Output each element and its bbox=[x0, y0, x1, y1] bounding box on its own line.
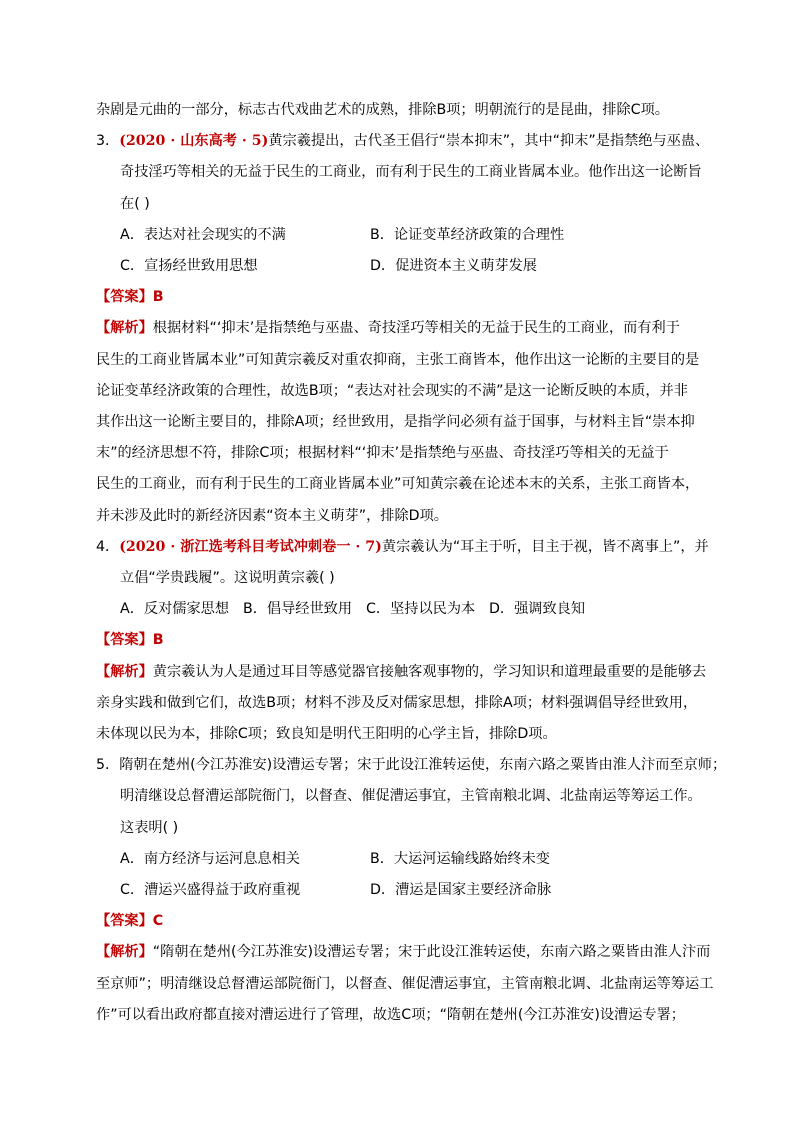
analysis-label: 【解析】 bbox=[96, 320, 153, 336]
question-4-line-1 bbox=[96, 537, 709, 557]
option-d: D．强调致良知 bbox=[489, 601, 586, 617]
question-stem: 这表明( ) bbox=[120, 820, 179, 836]
analysis-text: 并未涉及此时的新经济因素“资本主义萌芽”，排除D项。 bbox=[96, 508, 448, 524]
question-stem: 在( ) bbox=[120, 196, 150, 212]
question-stem: 立倡“学贵践履”。这说明黄宗羲( ) bbox=[120, 570, 335, 586]
question-source: (2020 · 浙江选考科目考试冲刺卷一 · 7) bbox=[119, 539, 382, 555]
analysis-text: 作”可以看出政府都直接对漕运进行了管理，故选C项；“隋朝在楚州(今江苏淮安)设漕运专署； bbox=[96, 1007, 685, 1023]
analysis-label: 【解析】 bbox=[96, 664, 153, 680]
answer-value: C bbox=[152, 913, 164, 929]
question-3-line-1 bbox=[96, 131, 709, 151]
question-stem: 奇技淫巧等相关的无益于民生的工商业，而有利于民生的工商业皆属本业。他作出这一论断旨 bbox=[120, 164, 702, 180]
intro-line: 杂剧是元曲的一部分，标志古代戏曲艺术的成熟，排除B项；明朝流行的是昆曲，排除C项。 bbox=[96, 102, 669, 118]
answer-line bbox=[96, 630, 164, 650]
option-d: D．促进资本主义萌芽发展 bbox=[370, 258, 537, 274]
question-number: 4． bbox=[96, 539, 120, 555]
analysis-text: 未体现以民为本，排除C项；致良知是明代王阳明的心学主旨，排除D项。 bbox=[96, 726, 557, 742]
analysis-text: 至京师”；明清继设总督漕运部院衙门，以督查、催促漕运事宜，主管南粮北调、北盐南运等筹运工 bbox=[96, 976, 714, 992]
answer-value: B bbox=[152, 632, 164, 648]
question-number: 3． bbox=[96, 133, 120, 149]
analysis-line bbox=[96, 662, 706, 682]
question-5-line-1 bbox=[96, 755, 726, 775]
analysis-line bbox=[96, 318, 680, 338]
analysis-text: 论证变革经济政策的合理性，故选B项；“表达对社会现实的不满”是这一论断反映的本质，并非 bbox=[96, 383, 688, 399]
analysis-text: 民生的工商业，而有利于民生的工商业皆属本业”可知黄宗羲在论述本末的关系，主张工商皆本， bbox=[96, 476, 700, 492]
analysis-text: “隋朝在楚州(今江苏淮安)设漕运专署；宋于此设江淮转运使，东南六路之粟皆由淮人汴而 bbox=[152, 944, 711, 960]
answer-line bbox=[96, 287, 164, 307]
question-stem: 黄宗羲认为“耳主于听，目主于视，皆不离事上”，并 bbox=[381, 539, 709, 555]
question-number: 5． bbox=[96, 757, 120, 773]
option-c: C．宣扬经世致用思想 bbox=[120, 258, 258, 274]
option-a: A．表达对社会现实的不满 bbox=[120, 227, 286, 243]
question-stem: 明清继设总督漕运部院衙门，以督查、催促漕运事宜，主管南粮北调、北盐南运等筹运工作。 bbox=[120, 788, 702, 804]
answer-label: 【答案】 bbox=[96, 289, 153, 305]
analysis-text: 亲身实践和做到它们，故选B项；材料不涉及反对儒家思想，排除A项；材料强调倡导经世致用， bbox=[96, 695, 698, 711]
analysis-text: 其作出这一论断主要目的，排除A项；经世致用，是指学问必须有益于国事，与材料主旨“崇本抑 bbox=[96, 414, 695, 430]
option-a: A．南方经济与运河息息相关 bbox=[120, 851, 300, 867]
answer-value: B bbox=[152, 289, 164, 305]
analysis-text: 黄宗羲认为人是通过耳目等感觉器官接触客观事物的，学习知识和道理最重要的是能够去 bbox=[152, 664, 707, 680]
answer-label: 【答案】 bbox=[96, 632, 153, 648]
question-source: (2020 · 山东高考 · 5) bbox=[119, 133, 269, 149]
analysis-label: 【解析】 bbox=[96, 944, 153, 960]
option-c: C．坚持以民为本 bbox=[366, 601, 476, 617]
analysis-line bbox=[96, 942, 710, 962]
option-d: D．漕运是国家主要经济命脉 bbox=[370, 882, 552, 898]
analysis-text: 末”的经济思想不符，排除C项；根据材料“‘抑末’是指禁绝与巫蛊、奇技淫巧等相关的无益于 bbox=[96, 445, 669, 461]
analysis-text: 民生的工商业皆属本业”可知黄宗羲反对重农抑商，主张工商皆本，他作出这一论断的主要目的是 bbox=[96, 352, 700, 368]
option-b: B．论证变革经济政策的合理性 bbox=[370, 227, 565, 243]
answer-label: 【答案】 bbox=[96, 913, 153, 929]
analysis-text: 根据材料“‘抑末’是指禁绝与巫蛊、奇技淫巧等相关的无益于民生的工商业，而有利于 bbox=[152, 320, 680, 336]
answer-line bbox=[96, 911, 163, 931]
option-b: B．倡导经世致用 bbox=[243, 601, 353, 617]
option-a: A．反对儒家思想 bbox=[120, 601, 230, 617]
question-stem: 黄宗羲提出，古代圣王倡行“崇本抑末”，其中“抑末”是指禁绝与巫蛊、 bbox=[268, 133, 710, 149]
option-b: B．大运河运输线路始终未变 bbox=[370, 851, 550, 867]
option-c: C．漕运兴盛得益于政府重视 bbox=[120, 882, 301, 898]
question-stem: 隋朝在楚州(今江苏淮安)设漕运专署；宋于此设江淮转运使，东南六路之粟皆由淮人汴而至京师； bbox=[119, 757, 727, 773]
